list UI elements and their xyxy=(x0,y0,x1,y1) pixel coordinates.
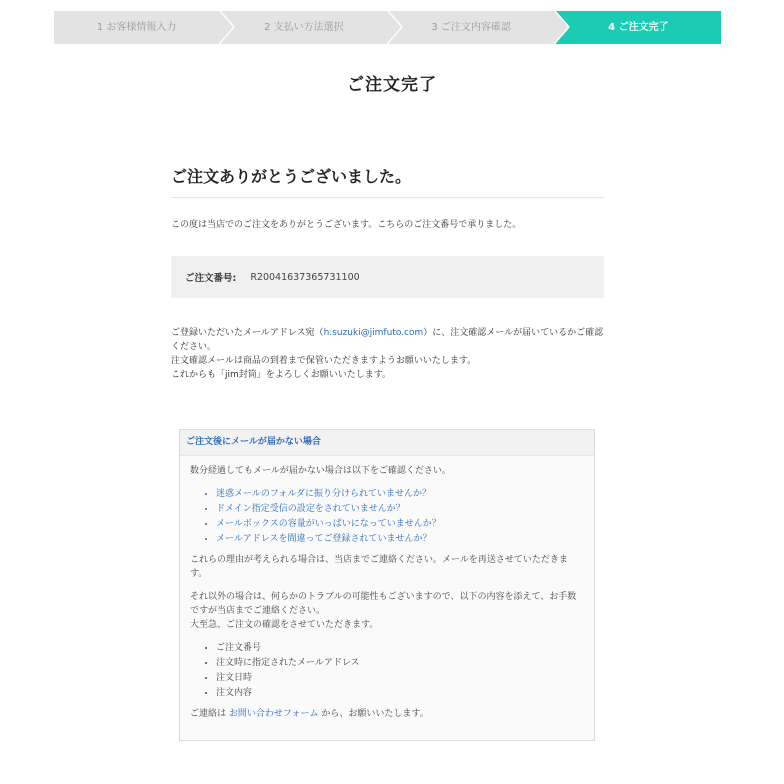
list-item: • 注文時に指定されたメールアドレス xyxy=(216,656,584,671)
email-not-received-help xyxy=(179,429,595,741)
help-check-link[interactable]: • ドメイン指定受信の設定をされていませんか？ xyxy=(216,502,584,517)
help-reason-text: これらの理由が考えられる場合は、当店までご連絡ください。メールを再送させていただきます。 xyxy=(190,555,568,579)
help-body xyxy=(180,456,594,721)
help-title: ご注文後にメールが届かない場合 xyxy=(180,430,594,456)
help-check-list xyxy=(190,487,584,547)
list-item: • ご注文番号 xyxy=(216,641,584,656)
order-number-label: ご注文番号: xyxy=(185,273,237,284)
main-content xyxy=(171,160,604,382)
order-number-value: R20041637365731100 xyxy=(250,271,360,283)
notice-line-1: ご登録いただいたメールアドレス宛（h.suzuki@jimfuto.com）に、注文確認メールが届いているかご確認ください。 xyxy=(171,328,604,352)
order-number-box xyxy=(171,256,604,298)
step-customer-info: 1 お客様情報入力 xyxy=(54,11,219,44)
help-urgent-text: 大至急、ご注文の確認をさせていただきます。 xyxy=(190,620,379,630)
list-item: • 注文内容 xyxy=(216,686,584,701)
help-other-text: それ以外の場合は、何らかのトラブルの可能性もございますので、以下の内容を添えて、お手数ですが当店までご連絡ください。 xyxy=(190,592,577,616)
help-check-link[interactable]: • 迷惑メールのフォルダに振り分けられていませんか？ xyxy=(216,487,584,502)
registered-email: h.suzuki@jimfuto.com xyxy=(323,328,424,338)
step-order-complete: 4 ご注文完了 xyxy=(556,11,721,44)
page-title: ご注文完了 xyxy=(347,75,437,95)
help-check-link[interactable]: • メールボックスの容量がいっぱいになっていませんか？ xyxy=(216,517,584,532)
help-intro: 数分経過してもメールが届かない場合は以下をご確認ください。 xyxy=(190,466,451,476)
help-required-items xyxy=(190,641,584,701)
notice-line-2: 注文確認メールは商品の到着まで保管いただきますようお願いいたします。 xyxy=(171,356,477,366)
checkout-steps xyxy=(54,11,721,44)
thanks-heading: ご注文ありがとうございました。 xyxy=(171,160,604,198)
contact-form-link[interactable]: お問い合わせフォーム xyxy=(228,709,319,719)
confirmation-notice xyxy=(171,326,604,382)
notice-line-3: これからも「jim封筒」をよろしくお願いいたします。 xyxy=(171,370,392,380)
list-item: • 注文日時 xyxy=(216,671,584,686)
step-order-review: 3 ご注文内容確認 xyxy=(389,11,554,44)
help-contact-text: ご連絡は お問い合わせフォーム から、お願いいたします。 xyxy=(190,709,429,719)
intro-text: この度は当店でのご注文をありがとうございます。こちらのご注文番号で承りました。 xyxy=(171,220,522,230)
help-check-link[interactable]: • メールアドレスを間違ってご登録されていませんか？ xyxy=(216,532,584,547)
step-payment-method: 2 支払い方法選択 xyxy=(221,11,386,44)
